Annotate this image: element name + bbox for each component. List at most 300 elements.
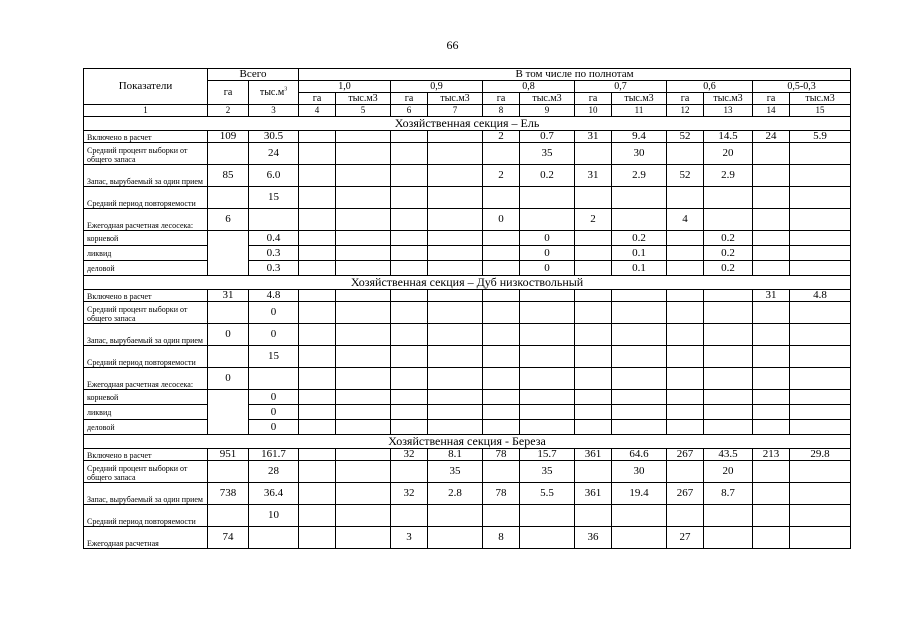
density-value-cell (790, 505, 851, 527)
density-value-cell (391, 324, 428, 346)
column-number: 11 (612, 105, 667, 117)
table-row (84, 246, 851, 261)
density-value-cell (790, 143, 851, 165)
density-value-cell (667, 143, 704, 165)
density-value-cell (336, 143, 391, 165)
density-value-cell: 43.5 (704, 449, 753, 461)
density-value-cell: 19.4 (612, 483, 667, 505)
header-unit-ha: га (753, 93, 790, 105)
density-value-cell (391, 131, 428, 143)
density-value-cell (667, 405, 704, 420)
section-title: Хозяйственная секция – Ель (84, 117, 851, 131)
density-value-cell (299, 324, 336, 346)
density-value-cell (667, 261, 704, 276)
total-volume-cell (249, 368, 299, 390)
table-row (84, 131, 851, 143)
density-value-cell (753, 420, 790, 435)
row-label: Средний процент выборки от общего запаса (84, 302, 208, 324)
column-number: 3 (249, 105, 299, 117)
density-value-cell (575, 420, 612, 435)
density-value-cell (391, 405, 428, 420)
header-unit-volume: тыс.м3 (428, 93, 483, 105)
density-value-cell (428, 527, 483, 549)
header-density: 0,8 (483, 81, 575, 93)
density-value-cell (336, 324, 391, 346)
density-value-cell (753, 261, 790, 276)
density-value-cell (299, 231, 336, 246)
density-value-cell (299, 302, 336, 324)
density-value-cell (612, 390, 667, 405)
total-volume-cell: 36.4 (249, 483, 299, 505)
density-value-cell (299, 405, 336, 420)
total-area-cell: 109 (208, 131, 249, 143)
density-value-cell (575, 187, 612, 209)
density-value-cell: 9.4 (612, 131, 667, 143)
density-value-cell (612, 290, 667, 302)
density-value-cell (790, 420, 851, 435)
density-value-cell (391, 209, 428, 231)
row-label: Ежегодная расчетная лесосека: (84, 368, 208, 390)
density-value-cell: 0.2 (612, 231, 667, 246)
section-title: Хозяйственная секция - Береза (84, 435, 851, 449)
table-row (84, 527, 851, 549)
density-value-cell (299, 505, 336, 527)
row-label: Средний период повторяемости (84, 505, 208, 527)
density-value-cell (790, 302, 851, 324)
density-value-cell: 30 (612, 461, 667, 483)
density-value-cell (704, 527, 753, 549)
total-volume-cell: 4.8 (249, 290, 299, 302)
density-value-cell (704, 302, 753, 324)
density-value-cell: 36 (575, 527, 612, 549)
density-value-cell (299, 165, 336, 187)
total-area-cell (208, 505, 249, 527)
density-value-cell (336, 390, 391, 405)
header-total-volume-unit: тыс.м (259, 87, 285, 98)
density-value-cell (391, 390, 428, 405)
header-total-volume (249, 81, 299, 105)
density-value-cell (520, 505, 575, 527)
density-value-cell: 31 (575, 165, 612, 187)
density-value-cell: 32 (391, 449, 428, 461)
density-value-cell: 15.7 (520, 449, 575, 461)
section-title-row (84, 117, 851, 131)
table-row (84, 346, 851, 368)
total-area-cell: 951 (208, 449, 249, 461)
density-value-cell: 0.2 (520, 165, 575, 187)
total-area-cell (208, 231, 249, 276)
row-label: Запас, вырубаемый за один прием (84, 483, 208, 505)
total-volume-cell: 0.3 (249, 246, 299, 261)
column-number: 10 (575, 105, 612, 117)
density-value-cell (753, 483, 790, 505)
density-value-cell (299, 420, 336, 435)
density-value-cell (336, 231, 391, 246)
density-value-cell (790, 165, 851, 187)
section-title: Хозяйственная секция – Дуб низкоствольный (84, 276, 851, 290)
total-area-cell (208, 346, 249, 368)
header-total-volume-exponent: 3 (284, 86, 288, 93)
density-value-cell: 78 (483, 449, 520, 461)
density-value-cell (520, 346, 575, 368)
density-value-cell (336, 420, 391, 435)
density-value-cell (520, 390, 575, 405)
density-value-cell (391, 461, 428, 483)
density-value-cell: 3 (391, 527, 428, 549)
density-value-cell (299, 143, 336, 165)
density-value-cell (667, 346, 704, 368)
density-value-cell (428, 187, 483, 209)
density-value-cell (483, 246, 520, 261)
density-value-cell (336, 461, 391, 483)
density-value-cell (667, 302, 704, 324)
table-row (84, 461, 851, 483)
density-value-cell (391, 290, 428, 302)
density-value-cell (753, 302, 790, 324)
density-value-cell (299, 483, 336, 505)
density-value-cell (667, 324, 704, 346)
density-value-cell (790, 368, 851, 390)
density-value-cell (336, 483, 391, 505)
density-value-cell: 4.8 (790, 290, 851, 302)
density-value-cell (428, 405, 483, 420)
total-area-cell: 0 (208, 324, 249, 346)
density-value-cell (667, 231, 704, 246)
density-value-cell: 31 (575, 131, 612, 143)
density-value-cell (612, 527, 667, 549)
total-area-cell (208, 143, 249, 165)
density-value-cell: 0 (520, 261, 575, 276)
density-value-cell (753, 461, 790, 483)
density-value-cell (667, 505, 704, 527)
density-value-cell (483, 346, 520, 368)
density-value-cell: 0.7 (520, 131, 575, 143)
density-value-cell: 361 (575, 449, 612, 461)
total-volume-cell: 0 (249, 405, 299, 420)
density-value-cell: 30 (612, 143, 667, 165)
density-value-cell (483, 405, 520, 420)
density-value-cell (612, 505, 667, 527)
subrow-label: корневой (84, 390, 208, 405)
density-value-cell (575, 290, 612, 302)
density-value-cell (391, 187, 428, 209)
header-unit-volume: тыс.м3 (790, 93, 851, 105)
row-label: Запас, вырубаемый за один прием (84, 165, 208, 187)
density-value-cell: 2 (483, 165, 520, 187)
density-value-cell (428, 131, 483, 143)
density-value-cell (575, 143, 612, 165)
density-value-cell: 35 (428, 461, 483, 483)
table-row (84, 483, 851, 505)
density-value-cell (612, 187, 667, 209)
density-value-cell (428, 302, 483, 324)
density-value-cell (483, 390, 520, 405)
density-value-cell (391, 143, 428, 165)
total-area-cell: 74 (208, 527, 249, 549)
density-value-cell (612, 324, 667, 346)
density-value-cell (391, 165, 428, 187)
density-value-cell (336, 505, 391, 527)
density-value-cell (704, 209, 753, 231)
density-value-cell (299, 290, 336, 302)
density-value-cell (704, 346, 753, 368)
row-label: Включено в расчет (84, 131, 208, 143)
density-value-cell: 0 (520, 246, 575, 261)
density-value-cell: 8.7 (704, 483, 753, 505)
density-value-cell (299, 209, 336, 231)
density-value-cell (483, 261, 520, 276)
density-value-cell (753, 165, 790, 187)
density-value-cell: 0 (520, 231, 575, 246)
total-area-cell (208, 302, 249, 324)
table-row (84, 405, 851, 420)
density-value-cell: 2.9 (612, 165, 667, 187)
density-value-cell (790, 405, 851, 420)
header-indicators: Показатели (84, 69, 208, 105)
table-row (84, 420, 851, 435)
total-area-cell: 738 (208, 483, 249, 505)
density-value-cell (391, 346, 428, 368)
density-value-cell (520, 405, 575, 420)
density-value-cell: 20 (704, 461, 753, 483)
density-value-cell (520, 420, 575, 435)
density-value-cell: 0 (483, 209, 520, 231)
density-value-cell: 52 (667, 131, 704, 143)
total-area-cell: 6 (208, 209, 249, 231)
density-value-cell (299, 187, 336, 209)
density-value-cell (483, 302, 520, 324)
density-value-cell (753, 505, 790, 527)
subrow-label: деловой (84, 420, 208, 435)
table-row (84, 324, 851, 346)
density-value-cell (336, 165, 391, 187)
density-value-cell (667, 420, 704, 435)
density-value-cell (299, 346, 336, 368)
density-value-cell (483, 461, 520, 483)
density-value-cell (704, 390, 753, 405)
density-value-cell (299, 527, 336, 549)
density-value-cell (575, 246, 612, 261)
density-value-cell (483, 420, 520, 435)
density-value-cell (704, 505, 753, 527)
density-value-cell (575, 324, 612, 346)
density-value-cell (299, 261, 336, 276)
page-number: 66 (446, 38, 459, 52)
density-value-cell (483, 368, 520, 390)
density-value-cell (520, 290, 575, 302)
density-value-cell (336, 346, 391, 368)
density-value-cell (428, 246, 483, 261)
column-number: 8 (483, 105, 520, 117)
density-value-cell (753, 324, 790, 346)
density-value-cell (428, 143, 483, 165)
total-volume-cell: 24 (249, 143, 299, 165)
density-value-cell (299, 131, 336, 143)
density-value-cell (704, 187, 753, 209)
header-unit-volume: тыс.м3 (704, 93, 753, 105)
section-title-row (84, 435, 851, 449)
total-volume-cell: 6.0 (249, 165, 299, 187)
column-number: 7 (428, 105, 483, 117)
total-volume-cell (249, 209, 299, 231)
density-value-cell: 361 (575, 483, 612, 505)
density-value-cell (336, 261, 391, 276)
density-value-cell (299, 246, 336, 261)
density-value-cell (336, 449, 391, 461)
total-area-cell (208, 390, 249, 435)
density-value-cell: 29.8 (790, 449, 851, 461)
density-value-cell: 14.5 (704, 131, 753, 143)
density-value-cell (790, 231, 851, 246)
column-number: 15 (790, 105, 851, 117)
density-value-cell: 78 (483, 483, 520, 505)
density-value-cell (336, 209, 391, 231)
density-value-cell: 2 (575, 209, 612, 231)
density-value-cell (575, 505, 612, 527)
density-value-cell (336, 527, 391, 549)
total-volume-cell: 0 (249, 420, 299, 435)
header-density: 1,0 (299, 81, 391, 93)
density-value-cell (483, 505, 520, 527)
density-value-cell (428, 209, 483, 231)
density-value-cell (612, 346, 667, 368)
density-value-cell (667, 187, 704, 209)
density-value-cell (336, 131, 391, 143)
table-row (84, 231, 851, 246)
density-value-cell (575, 368, 612, 390)
density-value-cell (336, 368, 391, 390)
density-value-cell (575, 261, 612, 276)
density-value-cell: 4 (667, 209, 704, 231)
total-area-cell (208, 187, 249, 209)
density-value-cell: 27 (667, 527, 704, 549)
column-number: 5 (336, 105, 391, 117)
density-value-cell (299, 461, 336, 483)
table-row (84, 187, 851, 209)
subrow-label: корневой (84, 231, 208, 246)
density-value-cell (520, 209, 575, 231)
total-area-cell: 85 (208, 165, 249, 187)
column-number: 6 (391, 105, 428, 117)
subrow-label: деловой (84, 261, 208, 276)
density-value-cell (790, 527, 851, 549)
total-volume-cell (249, 527, 299, 549)
density-value-cell: 20 (704, 143, 753, 165)
density-value-cell (790, 209, 851, 231)
density-value-cell (336, 290, 391, 302)
density-value-cell (391, 231, 428, 246)
density-value-cell (483, 187, 520, 209)
header-unit-volume: тыс.м3 (336, 93, 391, 105)
density-value-cell (336, 302, 391, 324)
header-density: 0,9 (391, 81, 483, 93)
density-value-cell (299, 449, 336, 461)
column-number: 12 (667, 105, 704, 117)
header-unit-volume: тыс.м3 (612, 93, 667, 105)
density-value-cell (336, 405, 391, 420)
header-unit-volume: тыс.м3 (520, 93, 575, 105)
table-row (84, 390, 851, 405)
density-value-cell: 0.2 (704, 246, 753, 261)
density-value-cell (753, 368, 790, 390)
density-value-cell (483, 231, 520, 246)
density-value-cell (391, 368, 428, 390)
density-value-cell (520, 527, 575, 549)
total-volume-cell: 0 (249, 324, 299, 346)
density-value-cell (575, 231, 612, 246)
table-row (84, 143, 851, 165)
total-area-cell: 31 (208, 290, 249, 302)
row-label: Ежегодная расчетная (84, 527, 208, 549)
density-value-cell (299, 390, 336, 405)
density-value-cell: 0.2 (704, 261, 753, 276)
table-row (84, 165, 851, 187)
density-value-cell (667, 246, 704, 261)
density-value-cell: 2.9 (704, 165, 753, 187)
header-unit-ha: га (575, 93, 612, 105)
density-value-cell (753, 390, 790, 405)
density-value-cell (790, 324, 851, 346)
density-value-cell (575, 405, 612, 420)
density-value-cell: 213 (753, 449, 790, 461)
density-value-cell: 64.6 (612, 449, 667, 461)
density-value-cell: 2 (483, 131, 520, 143)
density-value-cell (667, 461, 704, 483)
row-label: Включено в расчет (84, 449, 208, 461)
row-label: Средний период повторяемости (84, 346, 208, 368)
density-value-cell: 0.1 (612, 246, 667, 261)
density-value-cell (520, 187, 575, 209)
column-number-row (84, 105, 851, 117)
header-row (84, 69, 851, 81)
table-row (84, 368, 851, 390)
density-value-cell (336, 246, 391, 261)
column-number: 13 (704, 105, 753, 117)
density-value-cell (704, 405, 753, 420)
total-volume-cell: 0 (249, 390, 299, 405)
density-value-cell (753, 346, 790, 368)
column-number: 2 (208, 105, 249, 117)
row-label: Средний процент выборки от общего запаса (84, 461, 208, 483)
total-volume-cell: 30.5 (249, 131, 299, 143)
density-value-cell (428, 390, 483, 405)
density-value-cell (299, 368, 336, 390)
table-row (84, 290, 851, 302)
density-value-cell (667, 390, 704, 405)
total-area-cell: 0 (208, 368, 249, 390)
density-value-cell: 24 (753, 131, 790, 143)
header-total: Всего (208, 69, 299, 81)
density-value-cell (790, 187, 851, 209)
density-value-cell (753, 527, 790, 549)
density-value-cell: 2.8 (428, 483, 483, 505)
density-value-cell (612, 302, 667, 324)
density-value-cell (428, 324, 483, 346)
density-value-cell (612, 420, 667, 435)
section-title-row (84, 276, 851, 290)
total-volume-cell: 10 (249, 505, 299, 527)
density-value-cell: 0.2 (704, 231, 753, 246)
row-label: Запас, вырубаемый за один прием (84, 324, 208, 346)
density-value-cell (790, 390, 851, 405)
density-value-cell (391, 505, 428, 527)
header-density: 0,5-0,3 (753, 81, 851, 93)
density-value-cell: 8 (483, 527, 520, 549)
density-value-cell (428, 346, 483, 368)
density-value-cell: 52 (667, 165, 704, 187)
subrow-label: ликвид (84, 246, 208, 261)
density-value-cell (704, 290, 753, 302)
